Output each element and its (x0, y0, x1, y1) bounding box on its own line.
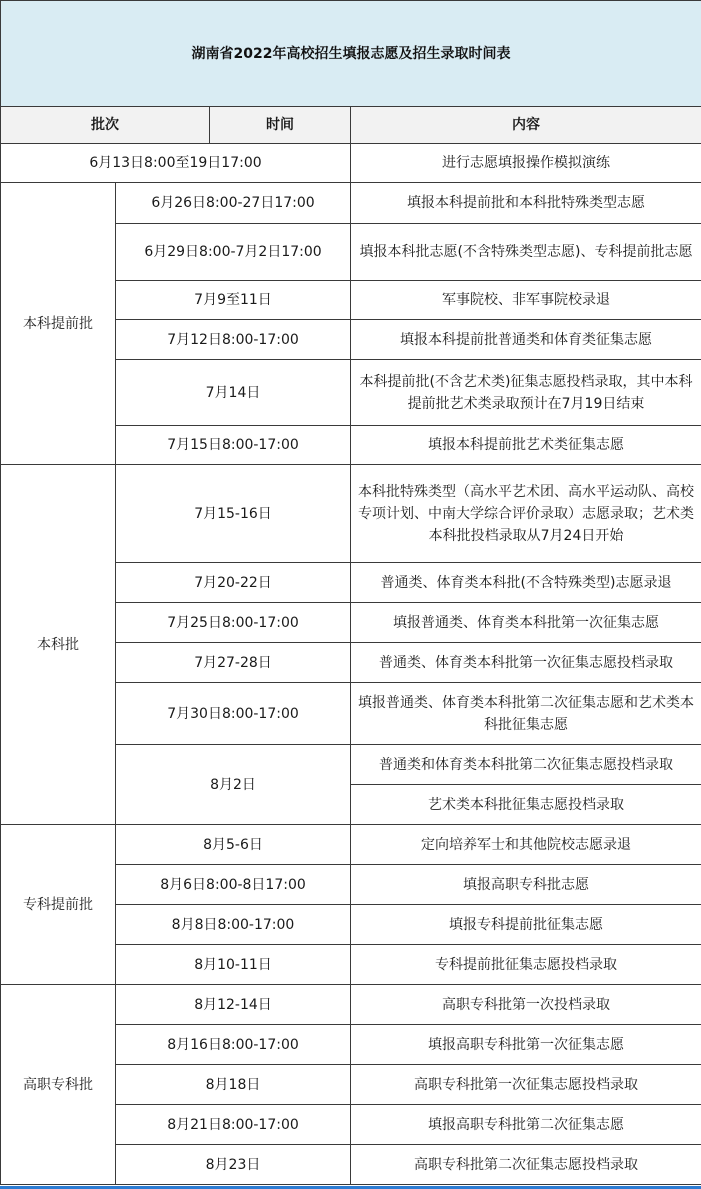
content-cell: 填报本科提前批普通类和体育类征集志愿 (351, 320, 701, 360)
time-cell: 8月2日 (116, 745, 351, 825)
content-cell: 进行志愿填报操作模拟演练 (351, 144, 701, 183)
time-cell: 8月21日8:00-17:00 (116, 1105, 351, 1145)
content-cell: 填报普通类、体育类本科批第二次征集志愿和艺术类本科批征集志愿 (351, 683, 701, 745)
content-cell: 本科提前批(不含艺术类)征集志愿投档录取，其中本科提前批艺术类录取预计在7月19日结束 (351, 360, 701, 426)
title-row (1, 1, 701, 107)
content-cell: 高职专科批第二次征集志愿投档录取 (351, 1145, 701, 1185)
content-cell: 填报本科提前批和本科批特殊类型志愿 (351, 183, 701, 224)
content-cell: 填报高职专科批志愿 (351, 865, 701, 905)
preliminary-row (1, 144, 701, 183)
header-content: 内容 (351, 107, 701, 144)
time-cell: 8月10-11日 (116, 945, 351, 985)
content-cell: 军事院校、非军事院校录退 (351, 281, 701, 320)
page-title: 湖南省2022年高校招生填报志愿及招生录取时间表 (1, 1, 701, 107)
time-cell: 7月14日 (116, 360, 351, 426)
content-cell: 填报高职专科批第二次征集志愿 (351, 1105, 701, 1145)
time-cell: 7月9至11日 (116, 281, 351, 320)
time-cell: 8月5-6日 (116, 825, 351, 865)
batch-cell: 专科提前批 (1, 825, 116, 985)
time-cell: 7月15日8:00-17:00 (116, 426, 351, 465)
time-cell: 7月30日8:00-17:00 (116, 683, 351, 745)
time-cell: 6月13日8:00至19日17:00 (1, 144, 351, 183)
header-time: 时间 (210, 107, 351, 144)
time-cell: 8月8日8:00-17:00 (116, 905, 351, 945)
content-cell: 填报高职专科批第一次征集志愿 (351, 1025, 701, 1065)
time-cell: 7月12日8:00-17:00 (116, 320, 351, 360)
batch-cell: 本科批 (1, 465, 116, 825)
time-cell: 8月16日8:00-17:00 (116, 1025, 351, 1065)
table-row (1, 465, 701, 563)
content-cell: 艺术类本科批征集志愿投档录取 (351, 785, 701, 825)
time-cell: 8月23日 (116, 1145, 351, 1185)
content-cell: 填报普通类、体育类本科批第一次征集志愿 (351, 603, 701, 643)
content-cell: 填报专科提前批征集志愿 (351, 905, 701, 945)
time-cell: 7月15-16日 (116, 465, 351, 563)
content-cell: 专科提前批征集志愿投档录取 (351, 945, 701, 985)
content-cell: 填报本科提前批艺术类征集志愿 (351, 426, 701, 465)
content-cell: 本科批特殊类型（高水平艺术团、高水平运动队、高校专项计划、中南大学综合评价录取）志愿录取；艺术类本科批投档录取从7月24日开始 (351, 465, 701, 563)
header-batch: 批次 (1, 107, 210, 144)
batch-cell: 本科提前批 (1, 183, 116, 465)
schedule-body (1, 1, 701, 1185)
table-row (1, 985, 701, 1025)
content-cell: 填报本科批志愿(不含特殊类型志愿)、专科提前批志愿 (351, 224, 701, 281)
table-row (1, 825, 701, 865)
time-cell: 7月20-22日 (116, 563, 351, 603)
content-cell: 高职专科批第一次投档录取 (351, 985, 701, 1025)
time-cell: 8月6日8:00-8日17:00 (116, 865, 351, 905)
content-cell: 普通类和体育类本科批第二次征集志愿投档录取 (351, 745, 701, 785)
content-cell: 普通类、体育类本科批第一次征集志愿投档录取 (351, 643, 701, 683)
content-cell: 定向培养军士和其他院校志愿录退 (351, 825, 701, 865)
time-cell: 8月12-14日 (116, 985, 351, 1025)
time-cell: 6月29日8:00-7月2日17:00 (116, 224, 351, 281)
content-cell: 普通类、体育类本科批(不含特殊类型)志愿录退 (351, 563, 701, 603)
batch-cell: 高职专科批 (1, 985, 116, 1185)
table-row (1, 183, 701, 224)
time-cell: 7月27-28日 (116, 643, 351, 683)
time-cell: 8月18日 (116, 1065, 351, 1105)
time-cell: 6月26日8:00-27日17:00 (116, 183, 351, 224)
content-cell: 高职专科批第一次征集志愿投档录取 (351, 1065, 701, 1105)
header-row (1, 107, 701, 144)
time-cell: 7月25日8:00-17:00 (116, 603, 351, 643)
